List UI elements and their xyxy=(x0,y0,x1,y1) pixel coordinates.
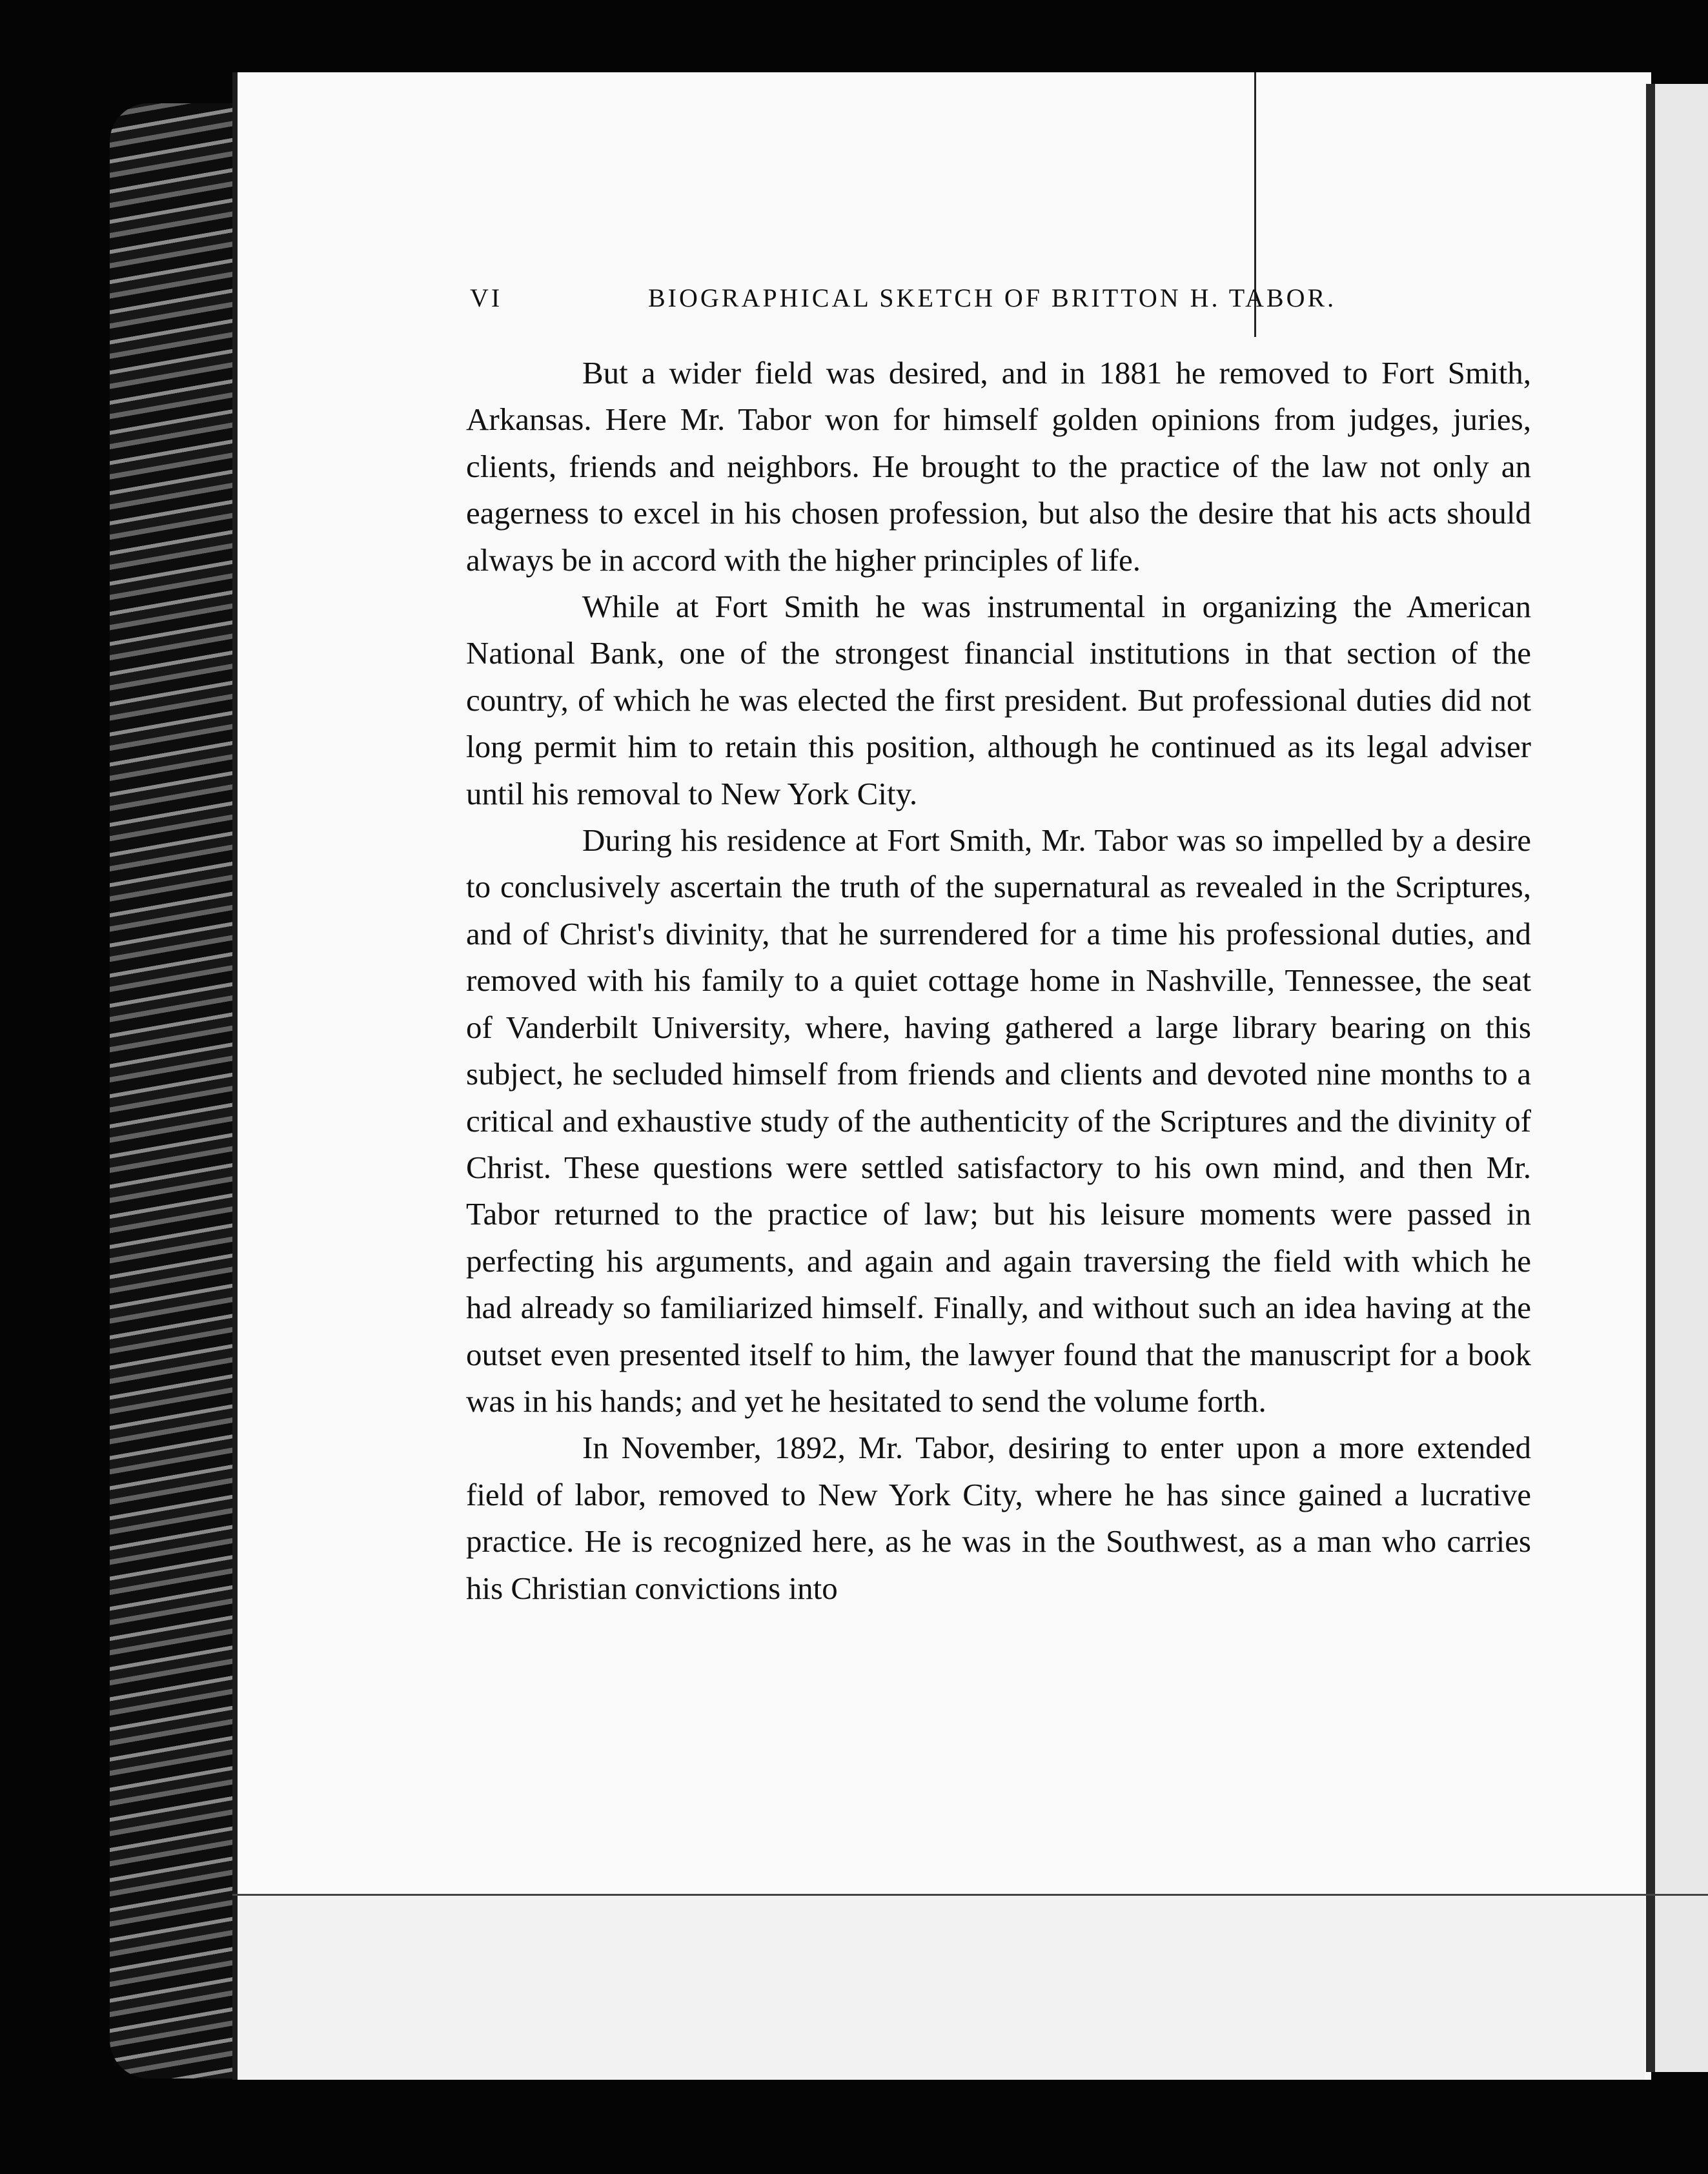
paragraph: During his residence at Fort Smith, Mr. Tabor was so impelled by a desire to conclusively ascertain the truth of the supernatural as revealed in the Scriptures, and of Christ's divinity, that he surrendered for a time his professional duties, and removed with his family to a quiet cottage home in Nashville, Tennessee, the seat of Vanderbilt University, where, having gathered a large library bearing on this subject, he secluded himself from friends and clients and devoted nine months to a critical and exhaustive study of the authenticity of the Scriptures and the divinity of Christ. These questions were settled satisfactory to his own mind, and then Mr. Tabor returned to the practice of law; but his leisure moments were passed in perfecting his arguments, and again and again traversing the field with which he had already so familiarized himself. Finally, and without such an idea having at the outset even presented itself to him, the lawyer found that the manuscript for a book was in his hands; and yet he hesitated to send the volume forth. xyxy=(466,822,1531,1419)
page-edge xyxy=(1646,84,1655,2072)
running-head: BIOGRAPHICAL SKETCH OF BRITTON H. TABOR. xyxy=(648,283,1337,312)
paragraph: In November, 1892, Mr. Tabor, desiring to enter upon a more extended field of labor, removed to New York City, where he has since gained a lucrative practice. He is recognized here, as he was in the Southwest, as a man who carries his Christian convictions into xyxy=(466,1430,1531,1606)
page-lower-margin xyxy=(238,1896,1645,2080)
body-text xyxy=(466,350,1531,1612)
scan-fold-line xyxy=(232,1894,1708,1896)
page-header xyxy=(470,283,1402,319)
facing-page-edge xyxy=(1655,84,1708,2072)
paragraph: But a wider field was desired, and in 1881 he removed to Fort Smith, Arkansas. Here Mr. Tabor won for himself golden opinions from judges, juries, clients, friends and neighbors. He brought to the practice of the law not only an eagerness to excel in his chosen profession, but also the desire that his acts should always be in accord with the higher principles of life. xyxy=(466,355,1531,578)
paragraph: While at Fort Smith he was instrumental in organizing the American National Bank, one of the strongest financial institutions in that section of the country, of which he was elected the first president. But professional duties did not long permit him to retain this position, although he continued as its legal adviser until his removal to New York City. xyxy=(466,589,1531,811)
book-binding xyxy=(110,103,232,2078)
page-number: VI xyxy=(470,283,503,312)
